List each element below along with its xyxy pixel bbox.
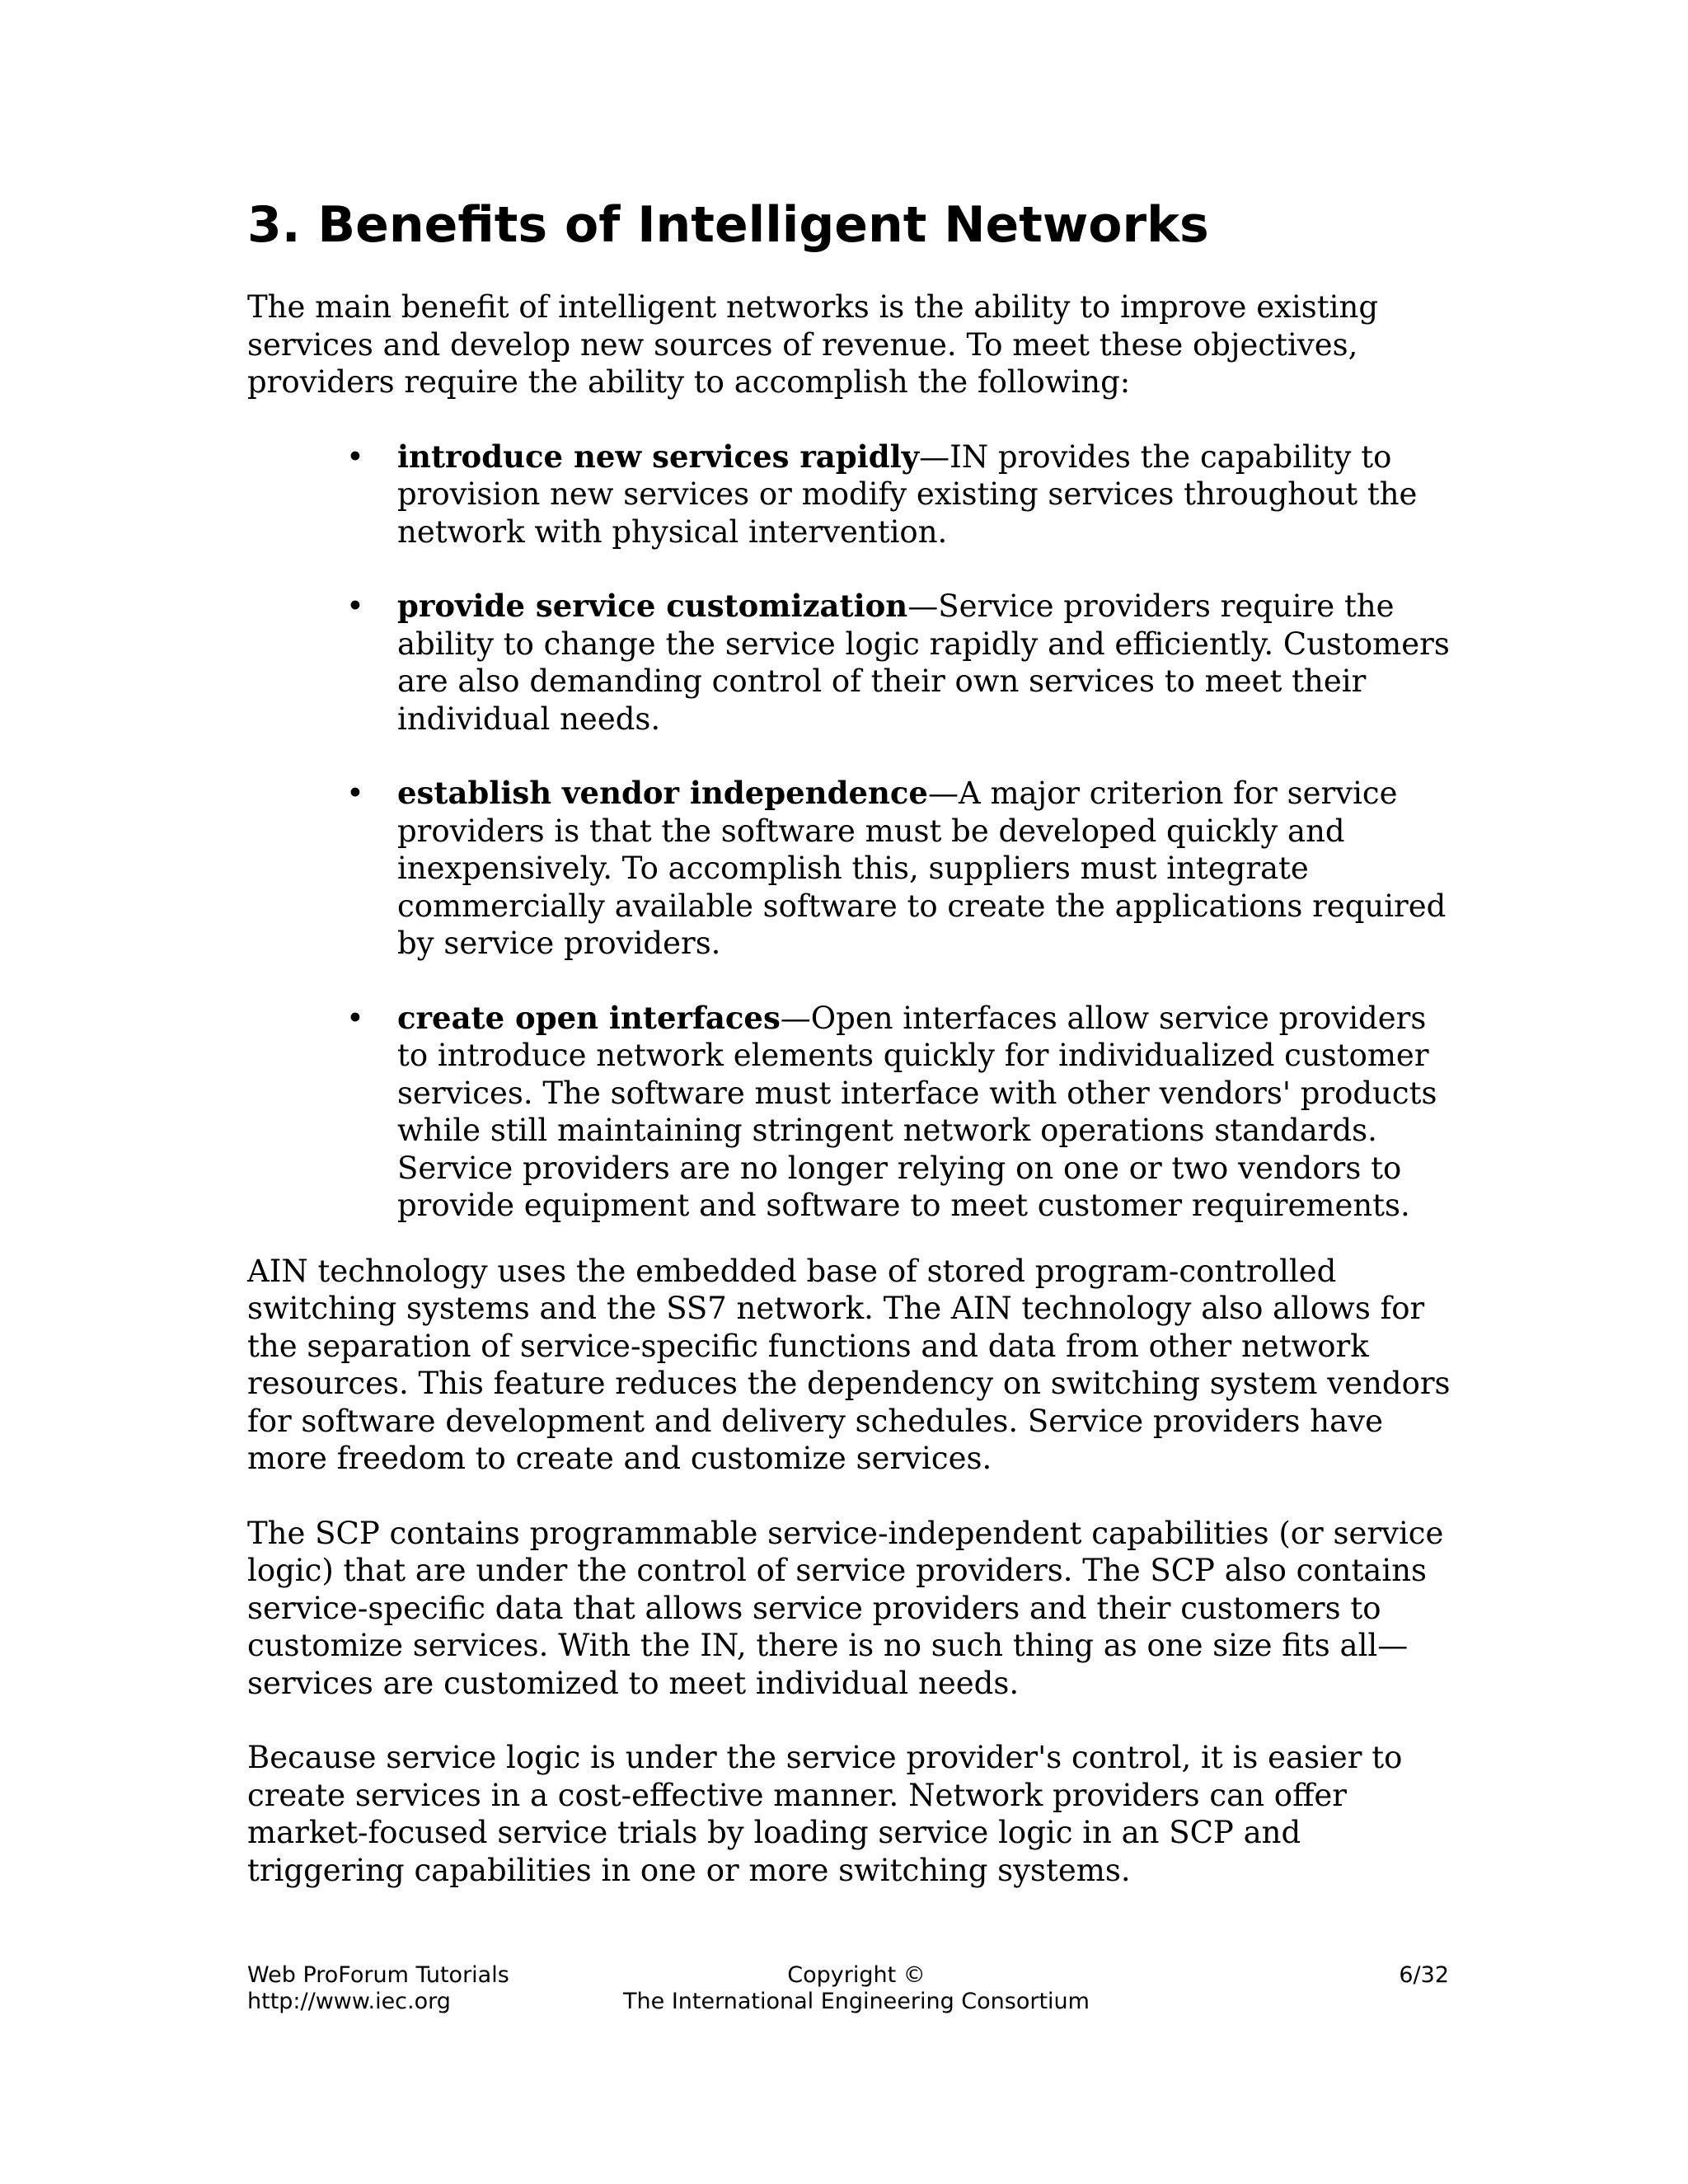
benefit-description: —Service providers require the ability to change the service logic rapidly and efficiently. Customers are also demanding control of their own services to meet their individual needs. <box>397 588 1450 737</box>
bullet-icon: • <box>346 588 364 624</box>
benefits-list <box>247 438 1451 1225</box>
benefit-term: establish vendor independence <box>397 775 928 811</box>
page-number: 6/32 <box>1399 1962 1449 1988</box>
footer-right <box>1399 1962 1449 1989</box>
list-item <box>346 588 1451 738</box>
benefit-description: —Open interfaces allow service providers to introduce network elements quickly for individualized customer services. The software must interface with other vendors' products while still maintaining stringent network operations standards. Service providers are no longer relying on one or two vendors to provide equipment and software to meet customer requirements. <box>397 1000 1437 1223</box>
body-text <box>247 288 1451 1926</box>
list-item <box>346 775 1451 963</box>
bullet-icon: • <box>346 438 364 475</box>
list-item <box>346 999 1451 1225</box>
section-heading: 3. Benefits of Intelligent Networks <box>247 196 1209 254</box>
bullet-icon: • <box>346 1000 364 1036</box>
footer-organization: The International Engineering Consortium <box>623 1989 1090 2014</box>
footer-center <box>247 1962 1449 2015</box>
benefit-description: —A major criterion for service providers is that the software must be developed quickly and inexpensively. To accomplish this, suppliers must integrate commercially available software to create the applications required by service providers. <box>397 776 1447 961</box>
benefit-description: —IN provides the capability to provision new services or modify existing services throughout the network with physical intervention. <box>397 438 1418 550</box>
list-item <box>346 438 1451 551</box>
footer-copyright: Copyright © <box>787 1962 926 1988</box>
paragraph-scp: The SCP contains programmable service-independent capabilities (or service logic) that are under the control of service providers. The SCP also contains service-specific data that allows service providers and their customers to customize services. With the IN, there is no such thing as one size fits all—services are customized to meet individual needs. <box>247 1515 1444 1701</box>
paragraph-ain-technology: AIN technology uses the embedded base of stored program-controlled switching systems and the SS7 network. The AIN technology also allows for the separation of service-specific functions and data from other network resources. This feature reduces the dependency on switching system vendors for software development and delivery schedules. Service providers have more freedom to create and customize services. <box>247 1253 1451 1476</box>
intro-paragraph: The main benefit of intelligent networks is the ability to improve existing services and develop new sources of revenue. To meet these objectives, providers require the ability to accomplish the following: <box>247 289 1378 400</box>
page-footer <box>247 1962 1449 2020</box>
footer-publisher: Web ProForum Tutorials <box>247 1962 509 1988</box>
footer-url: http://www.iec.org <box>247 1989 451 2014</box>
paragraph-service-logic: Because service logic is under the service provider's control, it is easier to create services in a cost-effective manner. Network providers can offer market-focused service trials by loading service logic in an SCP and triggering capabilities in one or more switching systems. <box>247 1740 1403 1888</box>
benefit-term: provide service customization <box>397 588 908 624</box>
benefit-term: introduce new services rapidly <box>397 438 920 475</box>
benefit-term: create open interfaces <box>397 999 781 1036</box>
bullet-icon: • <box>346 776 364 811</box>
